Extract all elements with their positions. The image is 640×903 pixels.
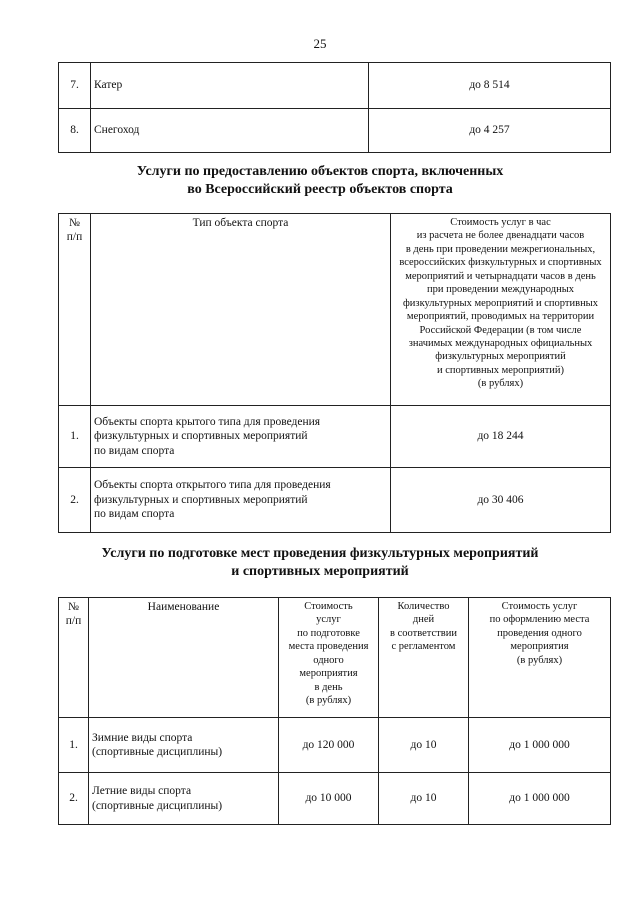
section2-title-line: и спортивных мероприятий [231,564,409,580]
table-row [59,63,611,109]
num-header: № п/п [59,598,89,718]
table-row [59,773,611,825]
facility-name: Объекты спорта открытого типа для проведения физкультурных и спортивных мероприятий по видам спорта [91,468,391,533]
registration-cost-header: Стоимость услуг по оформлению места проведения одного мероприятия (в рублях) [469,598,611,718]
section2-title-line: Услуги по подготовке мест проведения физкультурных мероприятий [101,546,539,561]
row-number: 2. [59,773,89,825]
sports-facilities-table [58,213,611,533]
sport-category-name: Летние виды спорта (спортивные дисциплины) [89,773,279,825]
type-header: Тип объекта спорта [91,214,391,406]
page-number: 25 [313,36,327,51]
vehicle-name: Снегоход [91,109,369,153]
registration-cost: до 1 000 000 [469,773,611,825]
vehicle-price: до 8 514 [369,63,611,109]
row-number: 1. [59,406,91,468]
row-number: 1. [59,718,89,773]
registration-cost: до 1 000 000 [469,718,611,773]
preparation-cost: до 120 000 [279,718,379,773]
facility-price: до 30 406 [391,468,611,533]
row-number: 7. [59,63,91,109]
days-count: до 10 [379,773,469,825]
table-row [59,468,611,533]
table-row [59,406,611,468]
days-count: до 10 [379,718,469,773]
table-row [59,109,611,153]
name-header: Наименование [89,598,279,718]
vehicle-name: Катер [91,63,369,109]
section2-title [0,545,640,581]
preparation-cost: до 10 000 [279,773,379,825]
facility-name: Объекты спорта крытого типа для проведения физкультурных и спортивных мероприятий по видам спорта [91,406,391,468]
section1-title [0,163,640,199]
table-header-row [59,214,611,406]
preparation-cost-header: Стоимость услуг по подготовке места проведения одного мероприятия в день (в рублях) [279,598,379,718]
venue-preparation-table [58,597,611,825]
table-row [59,718,611,773]
section1-title-line: Услуги по предоставлению объектов спорта, включенных [136,164,504,179]
row-number: 8. [59,109,91,153]
cost-header: Стоимость услуг в час из расчета не более двенадцати часов в день при проведении межрегиональных, всероссийских физкультурных и спортивных мероприятий и четырнадцати часов в день при проведении международных физкультурных мероприятий и спортивных мероприятий, проводимых на территории Российской Федерации (в том числе значимых международных официальных физкультурных мероприятий и спортивных мероприятий) (в рублях) [391,214,611,406]
days-header: Количество дней в соответствии с регламентом [379,598,469,718]
vehicle-price-table [58,62,611,153]
section1-title-line: во Всероссийский реестр объектов спорта [187,182,453,198]
row-number: 2. [59,468,91,533]
table-header-row [59,598,611,718]
num-header: № п/п [59,214,91,406]
sport-category-name: Зимние виды спорта (спортивные дисциплины) [89,718,279,773]
facility-price: до 18 244 [391,406,611,468]
vehicle-price: до 4 257 [369,109,611,153]
